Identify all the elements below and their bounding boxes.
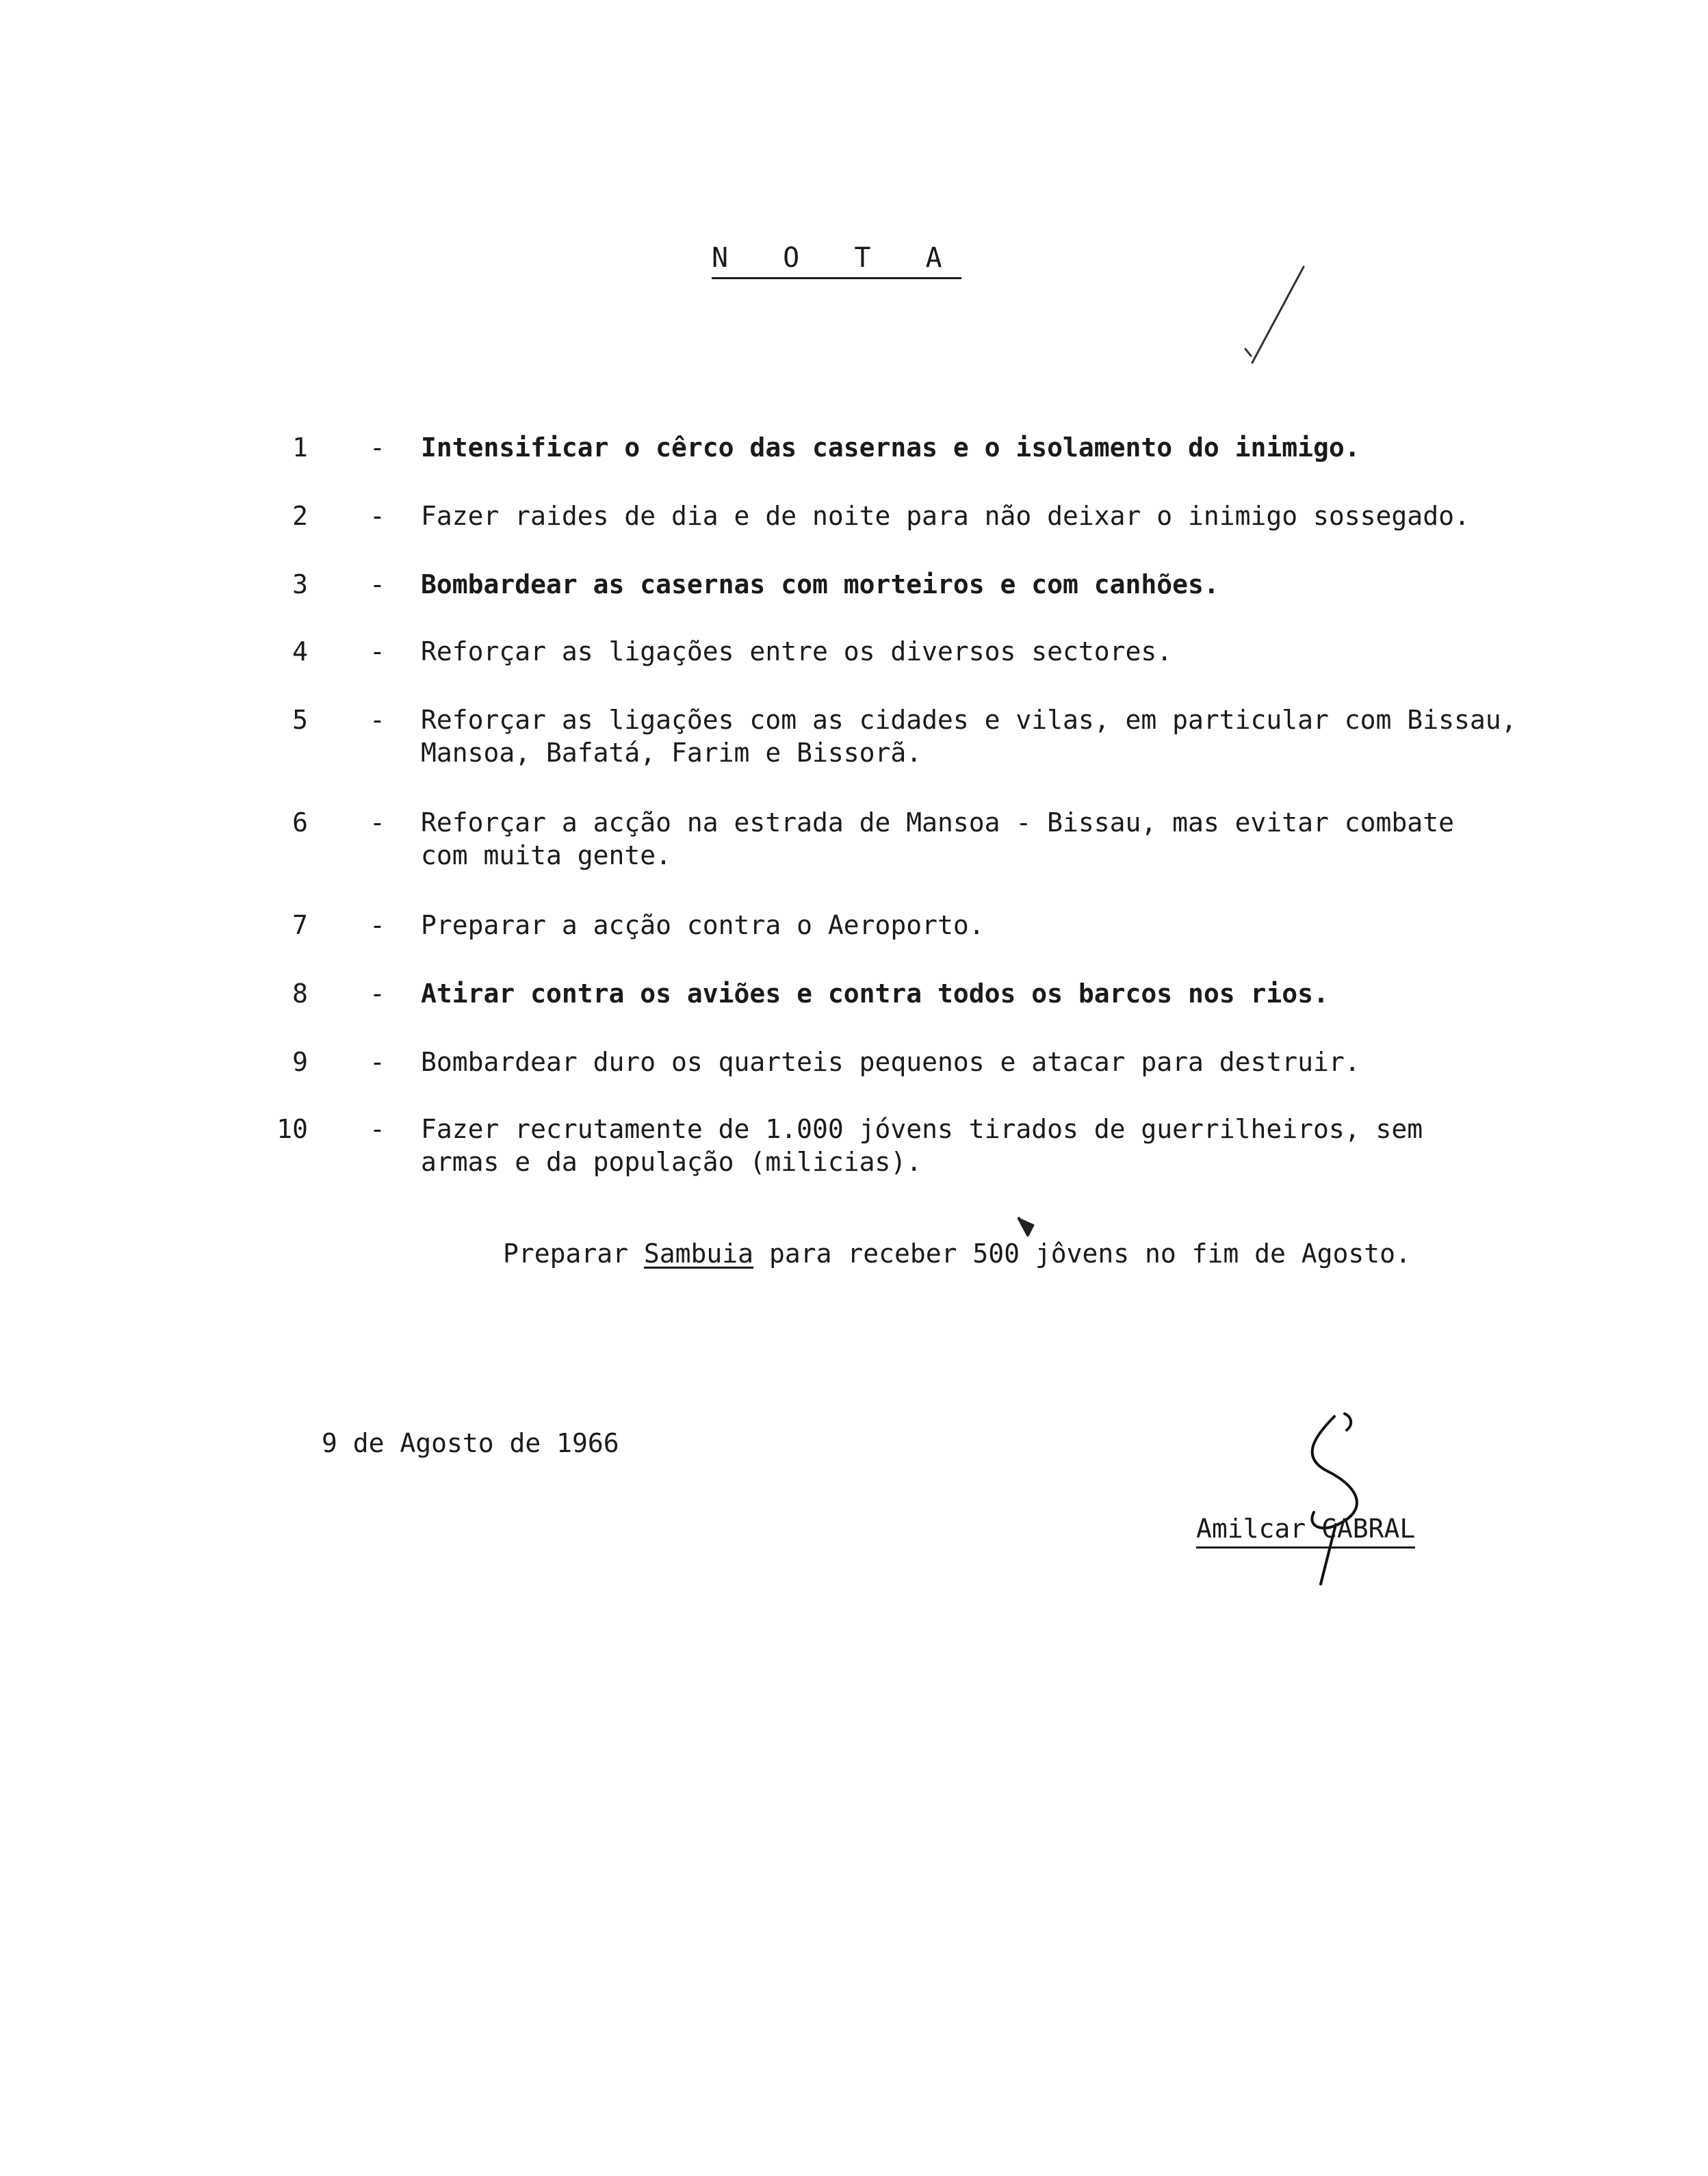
item-text: Fazer raides de dia e de noite para não deixar o inimigo sossegado. <box>421 501 1470 531</box>
item-text: Intensificar o cêrco das casernas e o isolamento do inimigo. <box>421 432 1360 463</box>
item-text: Bombardear as casernas com morteiros e com canhões. <box>421 569 1219 599</box>
item-number: 2 <box>292 501 308 531</box>
item-dash: - <box>370 432 385 463</box>
item-dash: - <box>370 979 385 1009</box>
item-number: 5 <box>292 705 308 735</box>
note-text-after: para receber 500 jôvens no fim de Agosto. <box>753 1239 1411 1269</box>
item-number: 1 <box>292 432 308 463</box>
signature-name: Amilcar CABRAL <box>1196 1512 1415 1549</box>
handwritten-signature <box>1286 1410 1382 1588</box>
item-number: 6 <box>292 807 308 838</box>
item-number: 3 <box>292 569 308 599</box>
note-place-underlined: Sambuia <box>643 1239 754 1269</box>
item-text: Reforçar as ligações entre os diversos sectores. <box>421 636 1173 666</box>
document-title: N O T A <box>712 243 961 279</box>
item-text: Atirar contra os aviões e contra todos os barcos nos rios. <box>421 979 1329 1009</box>
item-dash: - <box>370 1047 385 1077</box>
document-date: 9 de Agosto de 1966 <box>322 1428 619 1458</box>
item-text: Reforçar a acção na estrada de Mansoa - Bissau, mas evitar combate com muita gente. <box>421 807 1454 870</box>
item-text: Preparar a acção contra o Aeroporto. <box>421 910 985 940</box>
item-dash: - <box>370 501 385 531</box>
item-dash: - <box>370 705 385 735</box>
item-text: Bombardear duro os quarteis pequenos e atacar para destruir. <box>421 1047 1360 1077</box>
handwritten-tick-mark <box>1232 253 1328 370</box>
item-number: 10 <box>276 1114 308 1144</box>
item-number: 4 <box>292 636 308 666</box>
note-text-before: Preparar <box>503 1239 644 1269</box>
item-dash: - <box>370 807 385 838</box>
item-dash: - <box>370 569 385 599</box>
item-text: Fazer recrutamente de 1.000 jóvens tirados de guerrilheiros, sem armas e da população (milicias). <box>421 1114 1423 1177</box>
item-number: 7 <box>292 910 308 940</box>
item-dash: - <box>370 636 385 666</box>
item-number: 9 <box>292 1047 308 1077</box>
item-number: 8 <box>292 979 308 1009</box>
item-dash: - <box>370 1114 385 1144</box>
preparation-note <box>503 1237 1411 1270</box>
item-text: Reforçar as ligações com as cidades e vilas, em particular com Bissau, Mansoa, Bafatá, Farim e Bissorã. <box>421 705 1517 768</box>
item-dash: - <box>370 910 385 940</box>
